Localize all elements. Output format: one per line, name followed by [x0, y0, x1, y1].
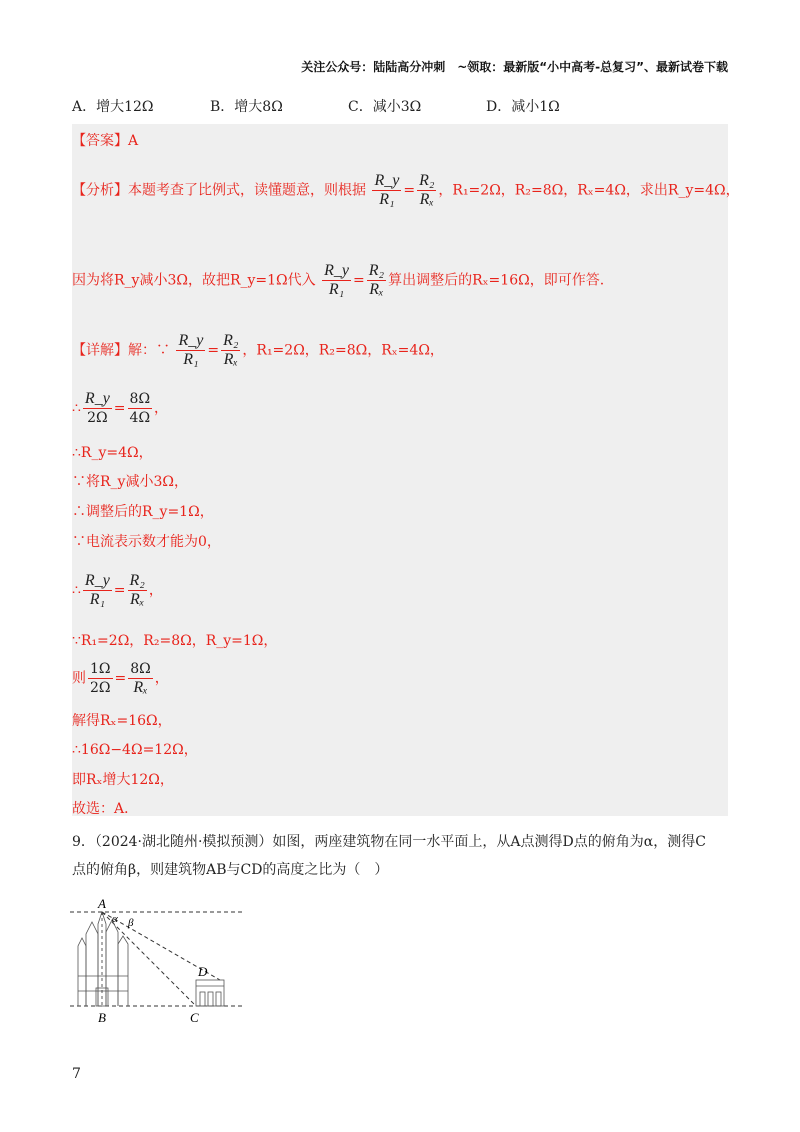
- fraction-8ohm-rx: $\frac{8\Omega}{\text{Rₓ}}$: [130, 661, 151, 696]
- detail-step-9: 解得Rₓ=16Ω，: [72, 713, 172, 729]
- fraction-ry-r1: $\frac{R\_y}{\text{R₁}}$: [374, 172, 400, 208]
- detail-step-8: 则 $\frac{1\Omega}{2\Omega}$ = $\frac{8\Omega}{\text{Rₓ}}$ ，: [72, 661, 169, 696]
- detail-step-4: ∴调整后的R_y=1Ω，: [72, 504, 214, 520]
- therefore-symbol: ∴: [72, 582, 81, 599]
- option-d: D．减小1Ω: [486, 99, 560, 115]
- detail-step-1: ∴ $\frac{R\_y}{2\Omega}$ = $\frac{8\Omega}{4\Omega}$ ，: [72, 390, 169, 426]
- label-c: C: [190, 1010, 199, 1025]
- building-ab-icon: [78, 912, 128, 1006]
- buildings-diagram: [68, 896, 248, 1026]
- detail-step-7: ∵R₁=2Ω，R₂=8Ω，R_y=1Ω，: [72, 633, 278, 649]
- detail-step-2: ∴R_y=4Ω，: [72, 445, 153, 461]
- answer-tag: 【答案】: [72, 133, 128, 149]
- fraction-ry-r1: $\frac{R\_y}{\text{R₁}}$: [324, 262, 349, 298]
- fraction-ry-2ohm: $\frac{R\_y}{2\Omega}$: [84, 390, 110, 426]
- analysis-text-3: 算出调整后的Rₓ=16Ω，即可作答.: [388, 272, 605, 289]
- label-alpha: α: [112, 913, 118, 925]
- option-c: C．减小3Ω: [348, 99, 422, 115]
- question-9-line-1: 9．（2024·湖北随州·模拟预测）如图，两座建筑物在同一水平面上，从A点测得D点的俯角为α，测得C: [72, 834, 706, 850]
- option-a: A．增大12Ω: [72, 99, 154, 115]
- buildings-figure: [68, 896, 248, 1030]
- label-beta: β: [128, 917, 134, 929]
- detail-step-12: 故选：A．: [72, 801, 139, 817]
- option-b: B．增大8Ω: [210, 99, 283, 115]
- therefore-symbol: ∴: [72, 400, 81, 417]
- fraction-ry-r1: $\frac{R\_y}{\text{R₁}}$: [84, 572, 110, 608]
- analysis-given: ，R₁=2Ω，R₂=8Ω，Rₓ=4Ω，求出R_y=4Ω，: [438, 182, 740, 199]
- fraction-ry-r1: $\frac{R\_y}{\text{R₁}}$: [178, 332, 204, 368]
- analysis-text-1: 本题考查了比例式，读懂题意，则根据: [128, 182, 366, 199]
- detail-line-1: 【详解】解：∵ $\frac{R\_y}{\text{R₁}}$ = $\frac{\text{R₂}}{\text{Rₓ}}$ ，R₁=2Ω，R₂=8Ω，Rₓ=4Ω，: [72, 332, 444, 368]
- detail-tag: 【详解】: [72, 342, 128, 359]
- label-b: B: [98, 1010, 106, 1025]
- label-a: A: [98, 896, 106, 911]
- fraction-r2-rx: $\frac{\text{R₂}}{\text{Rₓ}}$: [368, 262, 385, 298]
- detail-step-11: 即Rₓ增大12Ω，: [72, 772, 174, 788]
- solution-box: [72, 124, 740, 817]
- then-label: 则: [72, 670, 86, 687]
- analysis-tag: 【分析】: [72, 182, 128, 199]
- detail-step-10: ∴16Ω−4Ω=12Ω，: [72, 742, 198, 758]
- fraction-r2-rx: $\frac{\text{R₂}}{\text{Rₓ}}$: [419, 172, 435, 208]
- analysis-text-2: 因为将R_y减小3Ω，故把R_y=1Ω代入: [72, 272, 316, 289]
- answer-options: [72, 96, 732, 116]
- answer-line: [72, 130, 138, 150]
- label-d: D: [198, 964, 208, 979]
- detail-step-5: ∵电流表示数才能为0，: [72, 534, 221, 550]
- analysis-line-2: 因为将R_y减小3Ω，故把R_y=1Ω代入 $\frac{R\_y}{\text{R₁}}$ = $\frac{\text{R₂}}{\text{Rₓ}}$ 算出调整后的Rₓ=16Ω，即可作答.: [72, 262, 605, 298]
- analysis-line-1: 【分析】本题考查了比例式，读懂题意，则根据 $\frac{R\_y}{\text{R₁}}$ = $\frac{\text{R₂}}{\text{Rₓ}}$ ，R₁=2Ω，R₂=8Ω，Rₓ=4Ω，求出R_y=4Ω，: [72, 172, 740, 208]
- question-9-line-2: 点的俯角β，则建筑物AB与CD的高度之比为（ ）: [72, 862, 389, 878]
- fraction-r2-rx: $\frac{\text{R₂}}{\text{Rₓ}}$: [223, 332, 239, 368]
- building-cd-icon: [196, 980, 224, 1006]
- page-number: 7: [72, 1066, 81, 1082]
- fraction-1ohm-2ohm: $\frac{1\Omega}{2\Omega}$: [90, 661, 111, 696]
- answer-value: A: [128, 133, 139, 149]
- fraction-r2-rx: $\frac{\text{R₂}}{\text{Rₓ}}$: [129, 572, 145, 608]
- fraction-8ohm-4ohm: $\frac{8\Omega}{4\Omega}$: [129, 391, 151, 426]
- detail-step-3: ∵将R_y减小3Ω，: [72, 474, 188, 490]
- question-9: [72, 828, 728, 884]
- detail-step-6: ∴ $\frac{R\_y}{\text{R₁}}$ = $\frac{\text{R₂}}{\text{Rₓ}}$ ，: [72, 572, 163, 608]
- detail-intro: 解：∵: [128, 342, 170, 359]
- detail-given: ，R₁=2Ω，R₂=8Ω，Rₓ=4Ω，: [242, 342, 444, 359]
- page-header: 关注公众号：陆陆高分冲刺 ~领取：最新版“小中高考-总复习”、最新试卷下载: [301, 60, 728, 74]
